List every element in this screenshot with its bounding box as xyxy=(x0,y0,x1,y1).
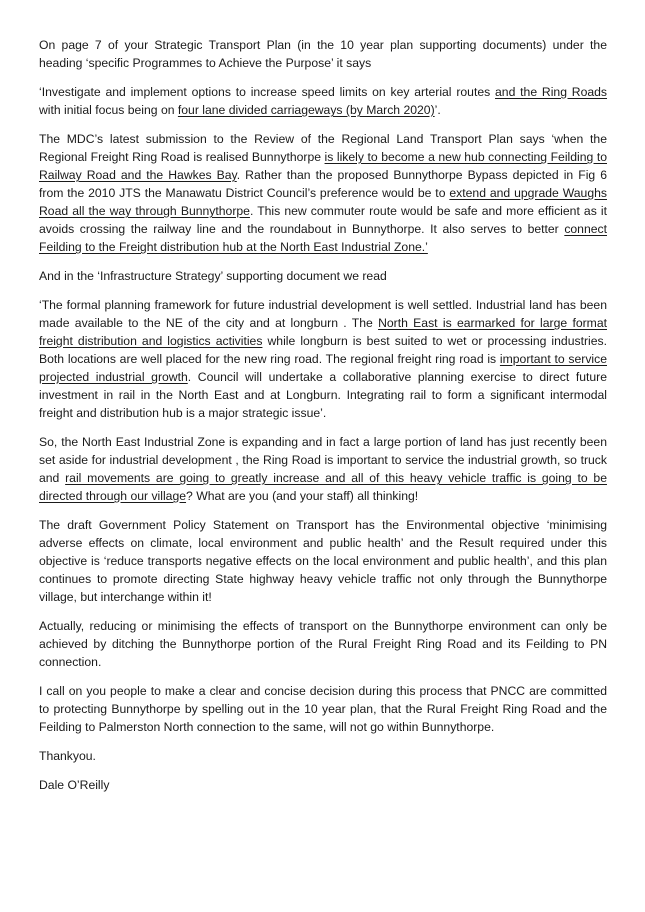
text-run: On page 7 of your Strategic Transport Plan (in the 10 year plan supporting documents) under the heading ‘specific Programmes to Achieve the Purpose’ it says xyxy=(39,38,607,70)
text-run: Actually, reducing or minimising the effects of transport on the Bunnythorpe environment can only be achieved by ditching the Bunnythorpe portion of the Rural Freight Ring Road and its Feilding to PN connection. xyxy=(39,619,607,669)
underlined-text: and the Ring Roads xyxy=(495,85,608,99)
text-run: The draft Government Policy Statement on Transport has the Environmental objective ‘minimising adverse effects on climate, local environment and public health’ and the Result required under this objective is ‘reduce transports negative effects on the local environment and public health’, and this plan continues to promote directing State highway heavy vehicle traffic not only through the Bunnythorpe village, but interchange within it! xyxy=(39,518,607,604)
text-run: while longburn is best suited to wet or processing industries. Both locations are well placed for the new ring road. The regional freight ring road is xyxy=(39,334,607,366)
underlined-text: important to service projected industrial growth xyxy=(39,352,607,384)
paragraph-quote-speed-limits xyxy=(39,83,607,119)
text-run: . Rather than the proposed Bunnythorpe Bypass depicted in Fig 6 from the 2010 JTS the Manawatu District Council’s preference would be to xyxy=(39,168,607,200)
underlined-text: four lane divided carriageways (by March 2020) xyxy=(177,103,435,117)
paragraph-planning-framework-quote xyxy=(39,296,607,422)
paragraph-mdc-submission xyxy=(39,130,607,256)
text-run: . Council will undertake a collaborative planning exercise to direct future investment in rail in the North East and at Longburn. Integrating rail to form a significant intermodal freight and distribution hub is a major strategic issue’. xyxy=(39,370,607,420)
underlined-text: connect Feilding to the Freight distribution hub at the North East Industrial Zone.’ xyxy=(39,222,607,254)
paragraph-north-east-expansion xyxy=(39,433,607,505)
text-run: with initial focus being on xyxy=(39,103,178,117)
underlined-text: extend and upgrade Waughs Road all the way through Bunnythorpe xyxy=(39,186,607,218)
paragraph-reducing-effects xyxy=(39,617,607,671)
text-run: So, the North East Industrial Zone is expanding and in fact a large portion of land has just recently been set aside for industrial development , the Ring Road is important to service the industrial growth, so truck and xyxy=(39,435,607,485)
paragraph-government-policy xyxy=(39,516,607,606)
text-run: And in the ‘Infrastructure Strategy’ supporting document we read xyxy=(39,269,387,283)
underlined-text: rail movements are going to greatly increase and all of this heavy vehicle traffic is going to be directed through our village xyxy=(39,471,607,503)
closing-thanks xyxy=(39,747,607,765)
paragraph-call-to-action xyxy=(39,682,607,736)
text-run: ’. xyxy=(434,103,441,117)
signature-name xyxy=(39,776,607,794)
text-run: The MDC’s latest submission to the Review of the Regional Land Transport Plan says ‘when the Regional Freight Ring Road is realised Bunnythorpe xyxy=(39,132,607,164)
text-run: Dale O’Reilly xyxy=(39,778,110,792)
text-run: I call on you people to make a clear and concise decision during this process that PNCC are committed to protecting Bunnythorpe by spelling out in the 10 year plan, that the Rural Freight Ring Road and the Feilding to Palmerston North connection to the same, will not go within Bunnythorpe. xyxy=(39,684,607,734)
text-run: ‘The formal planning framework for future industrial development is well settled. Industrial land has been made available to the NE of the city and at longburn . The xyxy=(39,298,607,330)
text-run: Thankyou. xyxy=(39,749,96,763)
underlined-text: is likely to become a new hub connecting Feilding to Railway Road and the Hawkes Bay xyxy=(39,150,607,182)
letter-document xyxy=(39,36,607,805)
paragraph-infrastructure-intro xyxy=(39,267,607,285)
text-run: ? What are you (and your staff) all thinking! xyxy=(186,489,419,503)
underlined-text: North East is earmarked for large format freight distribution and logistics activities xyxy=(39,316,607,348)
text-run: ‘Investigate and implement options to increase speed limits on key arterial routes xyxy=(39,85,496,99)
paragraph-intro xyxy=(39,36,607,72)
text-run: . This new commuter route would be safe and more efficient as it avoids crossing the railway line and the roundabout in Bunnythorpe. It also serves to better xyxy=(39,204,608,236)
